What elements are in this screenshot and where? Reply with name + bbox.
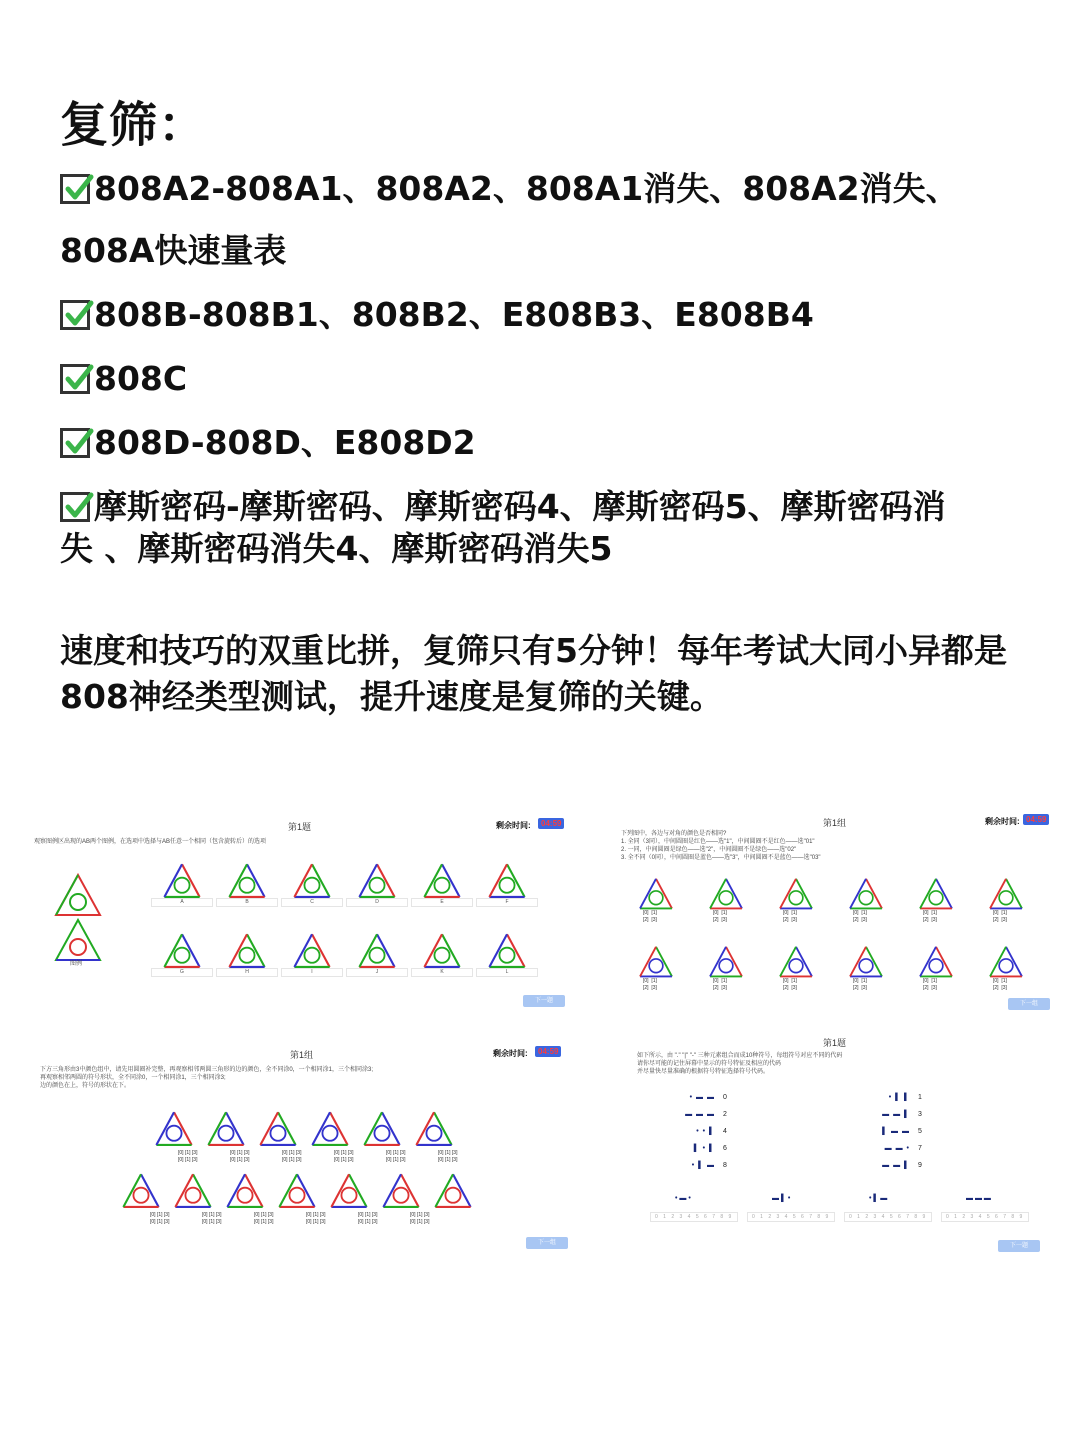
morse-symbol: ▬ ▬ ▌: [882, 1162, 910, 1169]
option-label[interactable]: A: [151, 898, 213, 907]
question-title: 第1组: [290, 1050, 314, 1060]
checkbox-checked-icon: [60, 364, 90, 394]
question-symbol: • ▌ ▬: [869, 1195, 888, 1202]
morse-code-row: [685, 1111, 727, 1118]
triangle-figure: [276, 1170, 318, 1212]
summary-text: 速度和技巧的双重比拼，复筛只有5分钟！每年考试大同小异都是808神经类型测试，提升速度是复筛的关键。: [60, 631, 1007, 716]
morse-symbol: • ▌ ▬: [691, 1162, 715, 1169]
morse-symbol: ▬ ▬ ▌: [882, 1111, 910, 1118]
list-item-text: 808D-808D、E808D2: [94, 423, 476, 462]
legend-a: [56, 875, 100, 915]
screenshot-panel-4: [615, 1030, 1055, 1255]
timer-label: 剩余时间:: [496, 821, 531, 830]
morse-digit: 8: [723, 1162, 727, 1169]
triangle-figure: [917, 875, 955, 913]
option-label[interactable]: I: [281, 968, 343, 977]
morse-digit: 5: [918, 1128, 922, 1135]
legend-b: [56, 920, 100, 960]
list-item-text: 808B-808B1、808B2、E808B3、E808B4: [94, 295, 814, 334]
morse-code-row: [685, 1128, 727, 1135]
triangle-figure: [413, 1108, 455, 1150]
morse-symbol: • ▬ ▬: [689, 1094, 715, 1101]
triangle-figure: [987, 943, 1025, 981]
triangle-figure: [847, 875, 885, 913]
instruction-text: 下方三角形由3中颜色组中，请先用圆圈补完整，再观察相邻两圆三角形的边的颜色，全不同涂0，一个相同涂1，三个相同涂3; 再观察相邻两圆的符号形状，全不同涂0，一个相同涂1，三个相同涂3; 边的颜色在上，符号的形状在下。: [40, 1067, 374, 1089]
answer-options[interactable]: [0] [1] [2] [3]: [713, 978, 727, 991]
instruction-text: 下列图中，各边与对角的颜色是否相同? 1. 全同（3同），中间圆圈是红色——选"1"，中间圆圈不是红色——选"01" 2. 一同，中间圆圈是绿色——选"2"，中间圆圈不是绿色——选"02" 3. 全不同（0同），中间圆圈是蓝色——选"3"，中间圆圈不是蓝色——选"03": [621, 831, 821, 861]
list-item-continuation: 808A快速量表: [60, 231, 287, 270]
option-triangle[interactable]: [226, 930, 268, 972]
morse-digit: 4: [723, 1128, 727, 1135]
answer-options[interactable]: [0] [1] [2] [3]: [853, 910, 867, 923]
morse-symbol: • • ▌: [696, 1128, 715, 1135]
option-label[interactable]: C: [281, 898, 343, 907]
answer-options[interactable]: [0] [1] [2] [3]: [993, 978, 1007, 991]
list-item: [60, 486, 946, 528]
option-triangle[interactable]: [356, 930, 398, 972]
morse-digit: 3: [918, 1111, 922, 1118]
checkbox-checked-icon: [60, 300, 90, 330]
morse-code-row: [685, 1162, 727, 1169]
instruction-text: 观察图例区出现的AB两个图例，在选项中选择与AB任意一个相同（包含旋转后）的选项: [34, 839, 267, 845]
option-triangle[interactable]: [486, 930, 528, 972]
morse-symbol: ▌ • ▌: [693, 1145, 715, 1152]
option-triangle[interactable]: [226, 860, 268, 902]
triangle-figure: [637, 943, 675, 981]
digit-choices[interactable]: 0 1 2 3 4 5 6 7 8 9: [650, 1212, 738, 1222]
option-label[interactable]: E: [411, 898, 473, 907]
answer-options[interactable]: [0] [1] [3] [0] [1] [3]: [358, 1212, 378, 1225]
morse-digit: 7: [918, 1145, 922, 1152]
list-item: [60, 294, 814, 336]
list-item-text: 摩斯密码-摩斯密码、摩斯密码4、摩斯密码5、摩斯密码消: [94, 487, 946, 526]
morse-code-row: [880, 1145, 922, 1152]
triangle-figure: [432, 1170, 474, 1212]
answer-options[interactable]: [0] [1] [3] [0] [1] [3]: [334, 1150, 354, 1163]
option-triangle[interactable]: [421, 930, 463, 972]
morse-code-row: [685, 1094, 727, 1101]
question-title: 第1题: [823, 1038, 847, 1048]
list-item: [60, 422, 476, 464]
triangle-figure: [917, 943, 955, 981]
checkbox-checked-icon: [60, 428, 90, 458]
option-label[interactable]: B: [216, 898, 278, 907]
answer-options[interactable]: [0] [1] [3] [0] [1] [3]: [386, 1150, 406, 1163]
morse-digit: 1: [918, 1094, 922, 1101]
option-label[interactable]: H: [216, 968, 278, 977]
option-label[interactable]: L: [476, 968, 538, 977]
triangle-figure: [380, 1170, 422, 1212]
list-item-text: 808A2-808A1、808A2、808A1消失、808A2消失、: [94, 169, 959, 208]
answer-options[interactable]: [0] [1] [3] [0] [1] [3]: [178, 1150, 198, 1163]
triangle-figure: [777, 875, 815, 913]
option-label[interactable]: G: [151, 968, 213, 977]
triangle-figure: [120, 1170, 162, 1212]
triangle-figure: [707, 943, 745, 981]
question-symbol: ▬ ▌ •: [772, 1195, 791, 1202]
triangle-figure: [361, 1108, 403, 1150]
morse-symbol: ▌ ▬ ▬: [882, 1128, 910, 1135]
checkbox-checked-icon: [60, 492, 90, 522]
answer-options[interactable]: [0] [1] [2] [3]: [643, 978, 657, 991]
digit-choices[interactable]: 0 1 2 3 4 5 6 7 8 9: [941, 1212, 1029, 1222]
answer-options[interactable]: [0] [1] [3] [0] [1] [3]: [282, 1150, 302, 1163]
option-label[interactable]: D: [346, 898, 408, 907]
morse-code-row: [880, 1094, 922, 1101]
answer-options[interactable]: [0] [1] [3] [0] [1] [3]: [202, 1212, 222, 1225]
question-title: 第1组: [823, 818, 847, 828]
option-label[interactable]: J: [346, 968, 408, 977]
next-group-button[interactable]: 下一组: [1008, 998, 1050, 1010]
option-triangle[interactable]: [161, 860, 203, 902]
list-item-text: 808C: [94, 359, 188, 398]
legend-label: 图例: [70, 961, 83, 967]
morse-digit: 6: [723, 1145, 727, 1152]
next-group-button[interactable]: 下一组: [526, 1237, 568, 1249]
screenshot-panel-2: [615, 810, 1055, 1015]
option-label[interactable]: F: [476, 898, 538, 907]
answer-options[interactable]: [0] [1] [2] [3]: [923, 910, 937, 923]
option-triangle[interactable]: [291, 860, 333, 902]
question-title: 第1题: [288, 822, 312, 832]
list-item-continuation: 失 、摩斯密码消失4、摩斯密码消失5: [60, 529, 613, 568]
morse-code-row: [880, 1162, 922, 1169]
screenshot-panel-3: [28, 1040, 573, 1255]
morse-symbol: ▬ ▬ ▬: [685, 1111, 715, 1118]
morse-code-row: [880, 1128, 922, 1135]
next-question-button[interactable]: 下一题: [523, 995, 565, 1007]
triangle-figure: [637, 875, 675, 913]
option-triangle[interactable]: [356, 860, 398, 902]
page-title: 复筛：: [60, 97, 208, 153]
option-triangle[interactable]: [486, 860, 528, 902]
answer-options[interactable]: [0] [1] [2] [3]: [993, 910, 1007, 923]
option-triangle[interactable]: [421, 860, 463, 902]
triangle-figure: [847, 943, 885, 981]
triangle-figure: [224, 1170, 266, 1212]
answer-options[interactable]: [0] [1] [2] [3]: [643, 910, 657, 923]
answer-options[interactable]: [0] [1] [3] [0] [1] [3]: [410, 1212, 430, 1225]
option-triangle[interactable]: [291, 930, 333, 972]
answer-options[interactable]: [0] [1] [2] [3]: [853, 978, 867, 991]
answer-options[interactable]: [0] [1] [2] [3]: [783, 910, 797, 923]
answer-options[interactable]: [0] [1] [2] [3]: [713, 910, 727, 923]
answer-options[interactable]: [0] [1] [3] [0] [1] [3]: [254, 1212, 274, 1225]
question-symbol: ▬ ▬ ▬: [966, 1195, 991, 1202]
question-symbol: • ▬ •: [675, 1195, 691, 1202]
countdown-timer: 04:59: [1023, 814, 1049, 825]
morse-symbol: ▬ ▬ •: [884, 1145, 910, 1152]
next-question-button[interactable]: 下一题: [998, 1240, 1040, 1252]
triangle-figure: [777, 943, 815, 981]
triangle-figure: [707, 875, 745, 913]
checkbox-checked-icon: [60, 174, 90, 204]
answer-options[interactable]: [0] [1] [3] [0] [1] [3]: [150, 1212, 170, 1225]
countdown-timer: 04:59: [538, 818, 564, 829]
triangle-figures: [28, 810, 573, 1010]
screenshot-panel-1: [28, 810, 573, 1015]
countdown-timer: 04:59: [535, 1046, 561, 1057]
triangle-figure: [987, 875, 1025, 913]
option-triangle[interactable]: [161, 930, 203, 972]
answer-options[interactable]: [0] [1] [2] [3]: [923, 978, 937, 991]
option-label[interactable]: K: [411, 968, 473, 977]
triangle-figure: [328, 1170, 370, 1212]
morse-code-row: [685, 1145, 727, 1152]
triangle-figure: [153, 1108, 195, 1150]
list-item: [60, 358, 187, 400]
triangle-figure: [257, 1108, 299, 1150]
morse-digit: 2: [723, 1111, 727, 1118]
morse-symbol: • ▌ ▌: [888, 1094, 910, 1101]
morse-digit: 9: [918, 1162, 922, 1169]
answer-options[interactable]: [0] [1] [2] [3]: [783, 978, 797, 991]
answer-options[interactable]: [0] [1] [3] [0] [1] [3]: [438, 1150, 458, 1163]
triangle-figure: [309, 1108, 351, 1150]
answer-options[interactable]: [0] [1] [3] [0] [1] [3]: [230, 1150, 250, 1163]
morse-code-row: [880, 1111, 922, 1118]
triangle-figure: [205, 1108, 247, 1150]
timer-label: 剩余时间:: [985, 817, 1020, 826]
digit-choices[interactable]: 0 1 2 3 4 5 6 7 8 9: [747, 1212, 835, 1222]
timer-label: 剩余时间:: [493, 1049, 528, 1058]
instruction-text: 如下所示，由 "." "|" "-" 三种元素组合而成10种符号，每组符号对应不同的代码 请你尽可能的记住屏幕中显示的符号特征及相应的代码 并尽量快尽量准确的根据符号特征选择符号代码。: [637, 1053, 843, 1075]
triangle-figure: [172, 1170, 214, 1212]
answer-options[interactable]: [0] [1] [3] [0] [1] [3]: [306, 1212, 326, 1225]
list-item: [60, 168, 959, 210]
digit-choices[interactable]: 0 1 2 3 4 5 6 7 8 9: [844, 1212, 932, 1222]
morse-digit: 0: [723, 1094, 727, 1101]
